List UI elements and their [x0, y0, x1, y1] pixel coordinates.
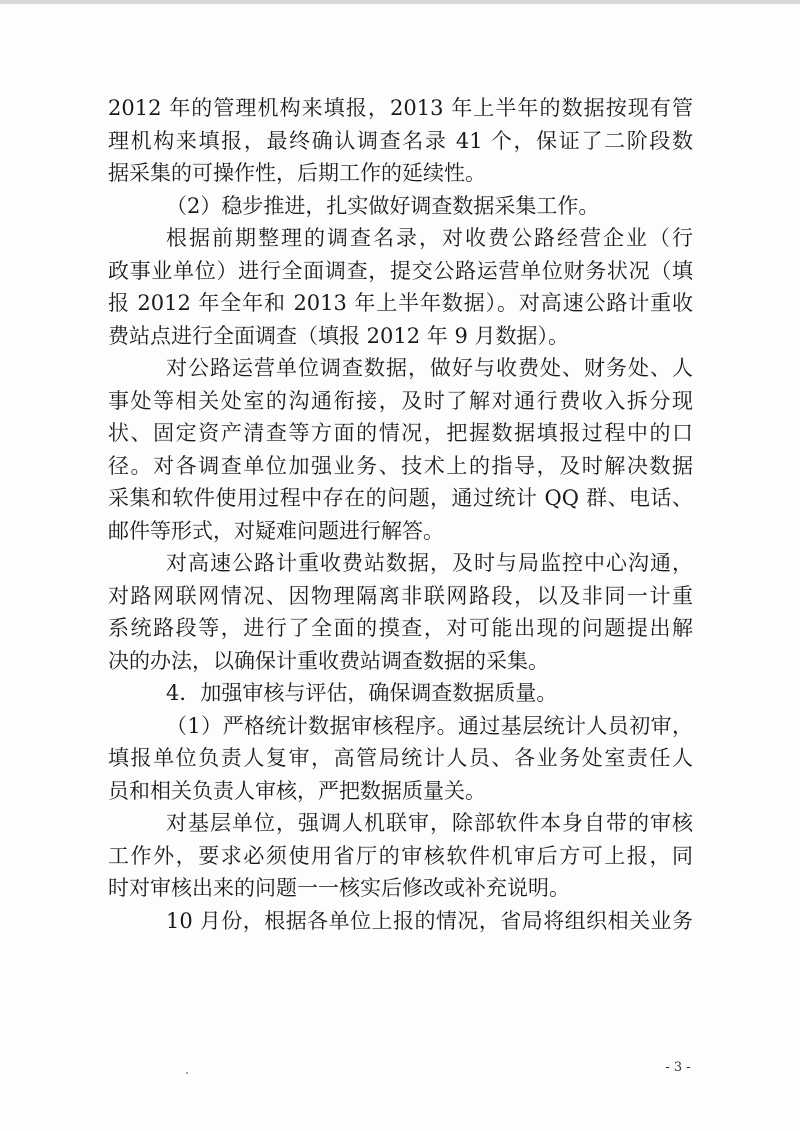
text-line-2: 理机构来填报，最终确认调查名录 41 个，保证了二阶段数: [108, 128, 693, 153]
text-line-3: 据采集的可操作性，后期工作的延续性。: [108, 161, 486, 185]
text-line-17: 系统路段等，进行了全面的摸查，对可能出现的问题提出解: [108, 616, 693, 640]
text-line-24: 工作外，要求必须使用省厅的审核软件机审后方可上报，同: [108, 843, 693, 868]
text-line-11: 状、固定资产清查等方面的情况，把握数据填报过程中的口: [108, 421, 693, 445]
text-line-15: 对高速公路计重收费站数据，及时与局监控中心沟通，: [166, 551, 693, 575]
text-line-26: 10 月份，根据各单位上报的情况，省局将组织相关业务: [166, 908, 693, 933]
text-line-22: 员和相关负责人审核，严把数据质量关。: [108, 778, 486, 803]
text-line-13: 采集和软件使用过程中存在的问题，通过统计 QQ 群、电话、: [108, 486, 693, 510]
text-line-23: 对基层单位，强调人机联审，除部软件本身自带的审核: [166, 811, 693, 835]
text-line-6: 政事业单位）进行全面调查，提交公路运营单位财务状况（填: [108, 258, 693, 283]
section-heading-2: （2）稳步推进，扎实做好调查数据采集工作。: [166, 193, 600, 218]
text-line-1: 2012 年的管理机构来填报，2013 年上半年的数据按现有管: [108, 96, 693, 120]
text-line-21: 填报单位负责人复审，高管局统计人员、各业务处室责任人: [108, 746, 693, 770]
page-number: - 3 -: [665, 1060, 691, 1075]
text-line-20: （1）严格统计数据审核程序。通过基层统计人员初审，: [166, 713, 693, 738]
text-line-18: 决的办法，以确保计重收费站调查数据的采集。: [108, 648, 549, 673]
section-heading-4: 4．加强审核与评估，确保调查数据质量。: [166, 681, 558, 705]
document-body: [108, 92, 693, 937]
scan-speck: [186, 1072, 188, 1074]
text-line-7: 报 2012 年全年和 2013 年上半年数据）。对高速公路计重收: [108, 291, 693, 315]
text-line-14: 邮件等形式，对疑难问题进行解答。: [108, 518, 444, 543]
text-line-9: 对公路运营单位调查数据，做好与收费处、财务处、人: [166, 356, 693, 380]
text-line-16: 对路网联网情况、因物理隔离非联网路段，以及非同一计重: [108, 583, 693, 608]
text-line-10: 事处等相关处室的沟通衔接，及时了解对通行费收入拆分现: [108, 388, 693, 413]
text-line-25: 时对审核出来的问题一一核实后修改或补充说明。: [108, 876, 570, 900]
text-line-12: 径。对各调查单位加强业务、技术上的指导，及时解决数据: [108, 453, 693, 478]
text-line-5: 根据前期整理的调查名录，对收费公路经营企业（行: [166, 226, 693, 250]
scan-top-edge: [0, 0, 800, 4]
text-line-8: 费站点进行全面调查（填报 2012 年 9 月数据）。: [108, 323, 570, 348]
